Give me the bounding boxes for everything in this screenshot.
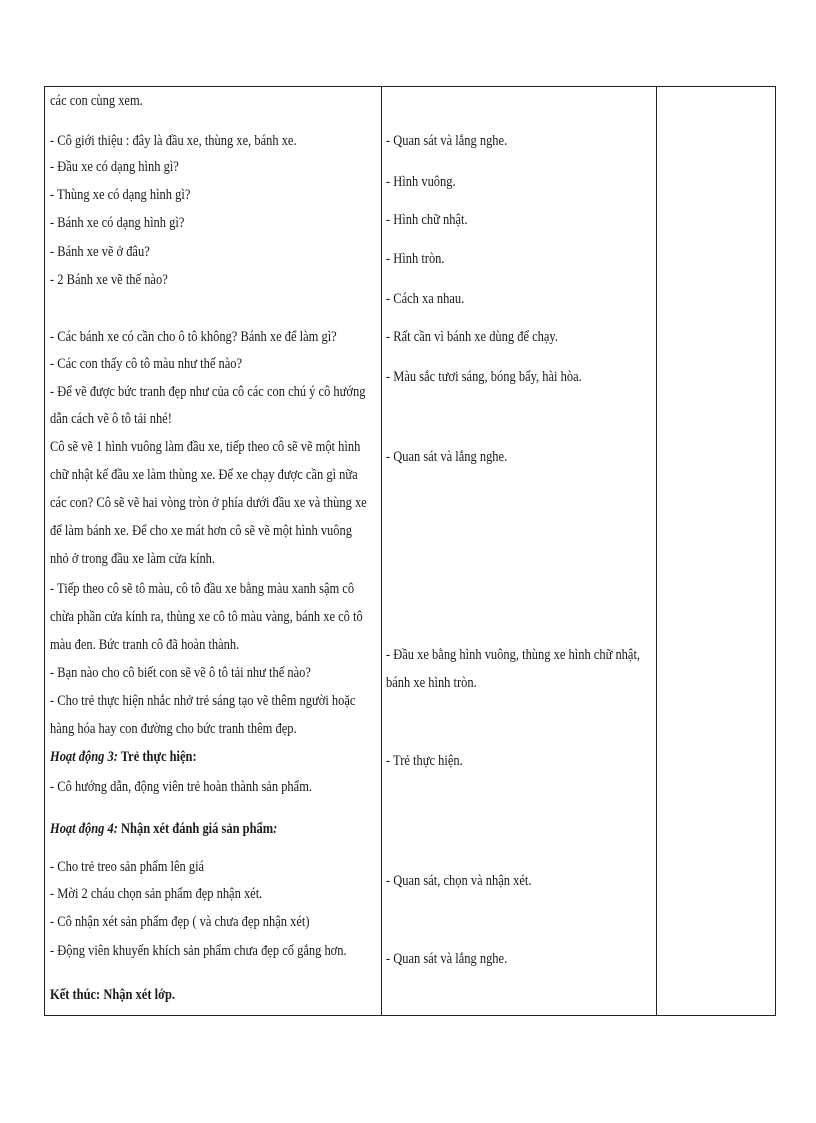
left-line: - Động viên khuyến khích sản phẩm chưa đẹp cố gắng hơn.: [50, 943, 347, 959]
right-line: - Cách xa nhau.: [386, 291, 465, 307]
left-line: - Cô nhận xét sản phẩm đẹp ( và chưa đẹp nhận xét): [50, 914, 310, 930]
activity-4-label: Hoạt động 4:: [50, 821, 118, 837]
left-line: - 2 Bánh xe vẽ thế nào?: [50, 272, 168, 288]
closing-line: Kết thúc: Nhận xét lớp.: [50, 987, 176, 1003]
left-line: - Các bánh xe có cần cho ô tô không? Bánh xe để làm gì?: [50, 329, 337, 345]
left-line: - Mời 2 cháu chọn sản phẩm đẹp nhận xét.: [50, 886, 263, 902]
column-divider-right: [656, 87, 657, 1015]
left-line: - Đầu xe có dạng hình gì?: [50, 159, 179, 175]
activity-3-title: Trẻ thực hiện:: [117, 749, 197, 765]
left-line: để làm bánh xe. Để cho xe mát hơn cô sẽ vẽ một hình vuông: [50, 523, 352, 539]
left-line: - Thùng xe có dạng hình gì?: [50, 187, 191, 203]
left-line: - Bánh xe có dạng hình gì?: [50, 215, 185, 231]
right-line: - Hình vuông.: [386, 174, 456, 190]
left-line: chừa phần cửa kính ra, thùng xe cô tô màu vàng, bánh xe cô tô: [50, 609, 363, 625]
right-line: - Trẻ thực hiện.: [386, 753, 463, 769]
left-line: - Để vẽ được bức tranh đẹp như của cô các con chú ý cô hướng: [50, 384, 366, 400]
right-line: - Màu sắc tươi sáng, bóng bẩy, hài hòa.: [386, 369, 582, 385]
left-line: các con? Cô sẽ vẽ hai vòng tròn ở phía dưới đầu xe và thùng xe: [50, 495, 367, 511]
right-line: - Hình tròn.: [386, 251, 445, 267]
right-line: bánh xe hình tròn.: [386, 675, 477, 691]
left-line: nhỏ ở trong đầu xe làm cửa kính.: [50, 551, 216, 567]
right-line: - Quan sát và lắng nghe.: [386, 133, 508, 149]
left-line: dẫn cách vẽ ô tô tải nhé!: [50, 411, 172, 427]
left-line: - Cho trẻ thực hiện nhắc nhở trẻ sáng tạo vẽ thêm người hoặc: [50, 693, 356, 709]
right-line: - Hình chữ nhật.: [386, 212, 468, 228]
activity-3-heading: [50, 748, 197, 766]
right-line: - Quan sát, chọn và nhận xét.: [386, 873, 532, 889]
left-line: - Bạn nào cho cô biết con sẽ vẽ ô tô tải như thế nào?: [50, 665, 311, 681]
right-line: - Quan sát và lắng nghe.: [386, 951, 508, 967]
left-line: chữ nhật kế đầu xe làm thùng xe. Để xe chạy được cần gì nữa: [50, 467, 358, 483]
activity-3-label: Hoạt động 3:: [50, 749, 118, 765]
right-line: - Đầu xe bằng hình vuông, thùng xe hình chữ nhật,: [386, 647, 641, 663]
left-line: - Cô hướng dẫn, động viên trẻ hoàn thành sản phẩm.: [50, 779, 313, 795]
left-line: hàng hóa hay con đường cho bức tranh thêm đẹp.: [50, 721, 297, 737]
activity-4-heading: [50, 820, 277, 838]
right-line: - Quan sát và lắng nghe.: [386, 449, 508, 465]
column-divider-left: [381, 87, 382, 1015]
activity-4-title: Nhận xét đánh giá sản phẩm: [117, 821, 274, 837]
left-line: màu đen. Bức tranh cô đã hoàn thành.: [50, 637, 240, 653]
left-line: - Cho trẻ treo sản phẩm lên giá: [50, 859, 205, 875]
left-line: - Các con thấy cô tô màu như thế nào?: [50, 356, 243, 372]
left-line: - Bánh xe vẽ ở đâu?: [50, 244, 150, 260]
left-line: - Cô giới thiệu : đây là đầu xe, thùng xe, bánh xe.: [50, 133, 297, 149]
right-line: - Rất cần vì bánh xe dùng để chạy.: [386, 329, 558, 345]
activity-4-suffix: :: [273, 821, 278, 837]
left-line: Cô sẽ vẽ 1 hình vuông làm đầu xe, tiếp theo cô sẽ vẽ một hình: [50, 439, 361, 455]
left-line: - Tiếp theo cô sẽ tô màu, cô tô đầu xe bằng màu xanh sậm cô: [50, 581, 355, 597]
left-line: các con cùng xem.: [50, 93, 143, 109]
